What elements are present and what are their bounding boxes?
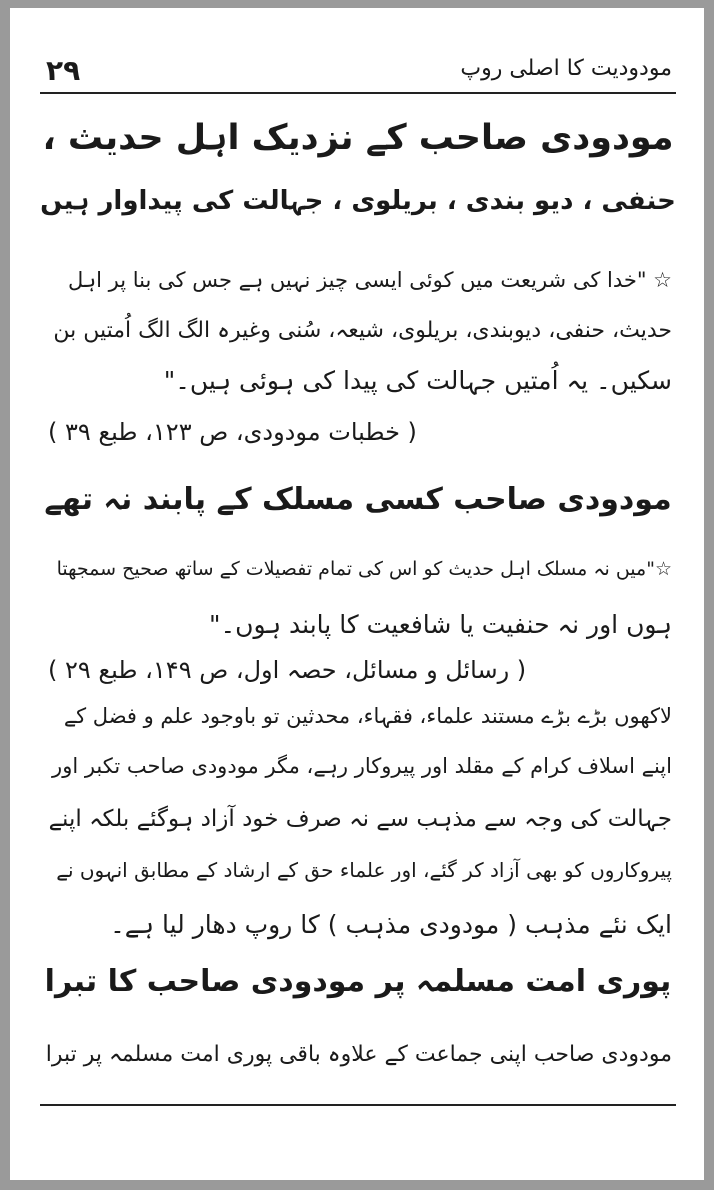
section2-quote-line2: ہوں اور نہ حنفیت یا شافعیت کا پابند ہوں۔" bbox=[209, 610, 672, 639]
section1-citation: ( خطبات مودودی، ص ۱۲۳، طبع ۳۹ ) bbox=[48, 418, 417, 446]
section2-para-line5: ایک نئے مذہب ( مودودی مذہب ) کا روپ دھار لیا ہے۔ bbox=[110, 910, 672, 939]
page-number: ۲۹ bbox=[46, 54, 81, 87]
section2-quote-line1: ☆"میں نہ مسلک اہل حدیث کو اس کی تمام تفصیلات کے ساتھ صحیح سمجھتا bbox=[56, 558, 672, 580]
section1-heading-line1: مودودی صاحب کے نزدیک اہل حدیث ، bbox=[42, 118, 674, 158]
header-rule bbox=[40, 92, 676, 94]
footer-rule bbox=[40, 1104, 676, 1106]
section2-para-line3: جہالت کی وجہ سے مذہب سے نہ صرف خود آزاد ہوگئے بلکہ اپنے bbox=[48, 806, 672, 832]
section2-heading: مودودی صاحب کسی مسلک کے پابند نہ تھے bbox=[44, 482, 672, 517]
running-header-title: مودودیت کا اصلی روپ bbox=[460, 56, 672, 81]
section2-para-line1: لاکھوں بڑے بڑے مستند علماء، فقہاء، محدثین تو باوجود علم و فضل کے bbox=[63, 704, 672, 728]
section2-citation: ( رسائل و مسائل، حصہ اول، ص ۱۴۹، طبع ۲۹ ) bbox=[48, 656, 527, 684]
section1-quote-line3: سکیں۔ یہ اُمتیں جہالت کی پیدا کی ہوئی ہیں۔" bbox=[163, 366, 672, 395]
section3-para-line1: مودودی صاحب اپنی جماعت کے علاوہ باقی پوری امت مسلمہ پر تبرا bbox=[45, 1042, 672, 1067]
section2-para-line4: پیروکاروں کو بھی آزاد کر گئے، اور علماء حق کے ارشاد کے مطابق انہوں نے bbox=[56, 858, 672, 882]
section3-heading: پوری امت مسلمہ پر مودودی صاحب کا تبرا bbox=[44, 964, 672, 999]
section1-quote-line1: ☆ "خدا کی شریعت میں کوئی ایسی چیز نہیں ہے جس کی بنا پر اہل bbox=[67, 268, 672, 292]
section1-heading-line2: حنفی ، دیو بندی ، بریلوی ، جہالت کی پیداوار ہیں bbox=[40, 186, 676, 216]
section1-quote-line2: حدیث، حنفی، دیوبندی، بریلوی، شیعہ، سُنی وغیرہ الگ الگ اُمتیں بن bbox=[53, 318, 672, 343]
section2-para-line2: اپنے اسلاف کرام کے مقلد اور پیروکار رہے، مگر مودودی صاحب تکبر اور bbox=[52, 754, 672, 778]
